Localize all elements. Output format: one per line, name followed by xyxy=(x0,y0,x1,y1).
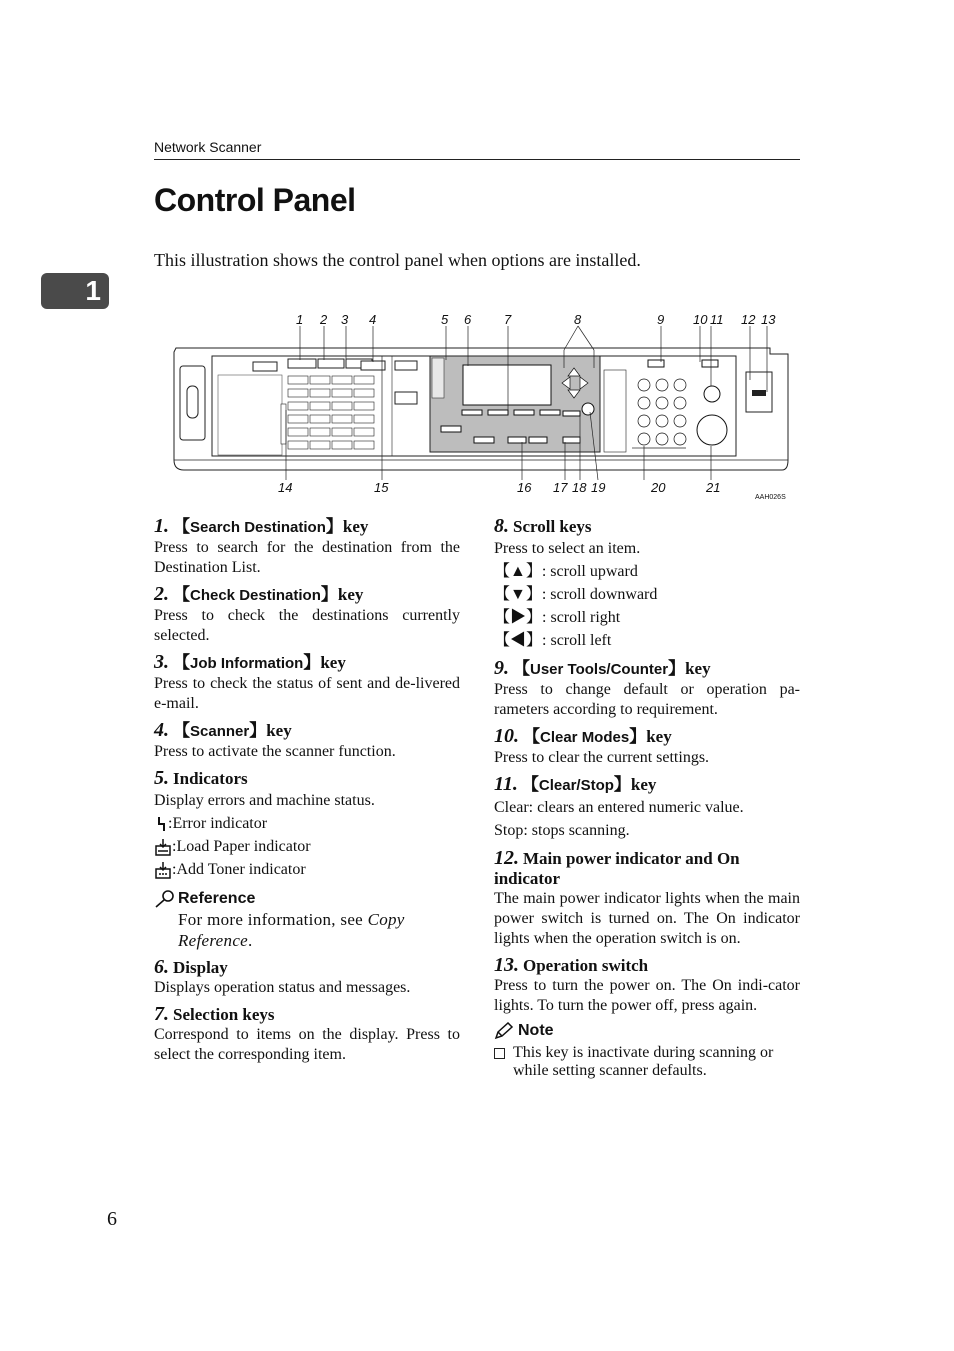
stop-description: Stop: stops scanning. xyxy=(494,822,630,839)
note-label: Note xyxy=(518,1022,554,1039)
item-number: 12. xyxy=(494,847,519,869)
figure-label-7: 7 xyxy=(504,312,512,327)
key-suffix: key xyxy=(320,653,346,672)
key-name: Clear Modes xyxy=(540,729,630,746)
load-paper-icon xyxy=(154,838,172,856)
bracket-open: 【 xyxy=(513,659,530,678)
figure-label-13: 13 xyxy=(761,312,776,327)
item-2 xyxy=(154,584,460,646)
item-number: 2. xyxy=(154,583,169,605)
figure-label-18: 18 xyxy=(572,480,587,495)
reference-prefix: For more information, see xyxy=(178,910,368,929)
bracket-close: 】 xyxy=(613,775,631,794)
note-item xyxy=(494,1044,800,1080)
item-number: 5. xyxy=(154,767,169,789)
key-suffix: key xyxy=(342,517,369,536)
key-name: Clear/Stop xyxy=(538,777,614,794)
item-10 xyxy=(494,726,800,768)
figure-label-3: 3 xyxy=(341,312,349,327)
bracket-open: 【 xyxy=(173,721,190,740)
reference-title xyxy=(154,889,460,909)
bracket-close: 】 xyxy=(668,659,686,678)
item-5 xyxy=(154,768,460,881)
up-arrow-key-icon: 【▲】 xyxy=(494,563,542,580)
item-title: Operation switch xyxy=(523,956,649,975)
scroll-text: : scroll upward xyxy=(541,563,638,580)
key-suffix: key xyxy=(685,659,711,678)
item-description: The main power indicator lights when the main power switch is turned on. The On indicator lights when the operation switch is on. xyxy=(494,890,800,947)
item-description: Display errors and machine status. xyxy=(154,792,375,809)
left-arrow-key-icon: 【◀】 xyxy=(494,632,543,649)
indicator-line-error xyxy=(154,812,460,835)
item-number: 8. xyxy=(494,515,509,537)
scroll-text: : scroll right xyxy=(542,609,621,626)
indicator-line-add-toner xyxy=(154,858,460,881)
reference-book-title: Copy Reference xyxy=(178,910,405,950)
item-title: Scroll keys xyxy=(513,517,592,536)
scroll-right-line xyxy=(494,606,800,629)
note-box xyxy=(494,1022,800,1080)
right-column xyxy=(494,516,800,1080)
item-number: 13. xyxy=(494,954,519,976)
figure-label-8: 8 xyxy=(574,312,582,327)
figure-label-9: 9 xyxy=(657,312,665,327)
down-arrow-key-icon: 【▼】 xyxy=(494,586,542,603)
scroll-text: : scroll left xyxy=(542,632,612,649)
scroll-text: : scroll downward xyxy=(541,586,658,603)
key-suffix: key xyxy=(337,585,364,604)
item-number: 11. xyxy=(494,773,518,795)
figure-label-16: 16 xyxy=(517,480,532,495)
error-indicator-icon xyxy=(154,816,168,832)
figure-label-11: 11 xyxy=(710,312,724,327)
reference-box xyxy=(154,889,460,951)
item-number: 3. xyxy=(154,651,169,673)
figure-label-10: 10 xyxy=(693,312,708,327)
bracket-open: 【 xyxy=(173,585,190,604)
item-8 xyxy=(494,516,800,652)
item-title: Display xyxy=(173,958,228,977)
figure-label-4: 4 xyxy=(369,312,377,327)
item-description: Press to check the status of sent and de-livered e-mail. xyxy=(154,675,460,712)
key-suffix: key xyxy=(646,727,672,746)
indicator-line-load-paper xyxy=(154,835,460,858)
chapter-tab: 1 xyxy=(41,273,109,309)
scroll-up-line xyxy=(494,560,800,583)
magnifier-icon xyxy=(154,889,176,909)
item-1 xyxy=(154,516,460,578)
reference-suffix: . xyxy=(248,931,253,950)
page-number: 6 xyxy=(107,1208,117,1230)
figure-label-5: 5 xyxy=(441,312,449,327)
item-number: 1. xyxy=(154,515,169,537)
figure-label-14: 14 xyxy=(278,480,293,495)
note-title xyxy=(494,1022,800,1040)
item-description: Press to activate the scanner function. xyxy=(154,743,396,760)
item-description: Press to clear the current settings. xyxy=(494,749,710,766)
intro-text: This illustration shows the control panel when options are installed. xyxy=(154,250,641,270)
key-suffix: key xyxy=(630,775,657,794)
bracket-close: 】 xyxy=(629,727,647,746)
item-7 xyxy=(154,1004,460,1065)
header-rule xyxy=(154,159,800,160)
page-title: Control Panel xyxy=(154,182,356,218)
item-description: Correspond to items on the display. Press to select the corresponding item. xyxy=(154,1026,460,1063)
figure-label-6: 6 xyxy=(464,312,472,327)
control-panel-drawing xyxy=(170,310,790,505)
figure-label-19: 19 xyxy=(591,480,606,495)
figure-label-12: 12 xyxy=(741,312,756,327)
item-title: Indicators xyxy=(173,769,248,788)
left-column xyxy=(154,516,460,1071)
figure-label-20: 20 xyxy=(651,480,666,495)
indicator-text: :Load Paper indicator xyxy=(172,838,311,855)
key-suffix: key xyxy=(266,721,292,740)
item-6 xyxy=(154,957,460,998)
item-description: Press to select an item. xyxy=(494,540,641,557)
add-toner-icon xyxy=(154,861,172,879)
item-13 xyxy=(494,955,800,1016)
scroll-down-line xyxy=(494,583,800,606)
figure-code: AAH026S xyxy=(755,494,786,501)
item-number: 6. xyxy=(154,956,169,978)
item-title: Main power indicator and On indicator xyxy=(494,849,740,888)
bracket-close: 】 xyxy=(320,585,338,604)
item-12 xyxy=(494,848,800,949)
indicator-text: :Error indicator xyxy=(168,815,268,832)
reference-text xyxy=(178,909,460,951)
key-name: Search Destination xyxy=(190,519,326,536)
item-description: Displays operation status and messages. xyxy=(154,979,411,996)
figure-label-15: 15 xyxy=(374,480,389,495)
item-description: Press to turn the power on. The On indi-cator lights. To turn the power off, press again. xyxy=(494,977,800,1014)
indicator-text: :Add Toner indicator xyxy=(172,861,306,878)
key-name: Job Information xyxy=(190,655,304,672)
pencil-icon xyxy=(494,1022,514,1040)
item-9 xyxy=(494,658,800,720)
bracket-open: 【 xyxy=(521,775,539,794)
control-panel-illustration xyxy=(170,310,790,505)
item-number: 4. xyxy=(154,719,169,741)
bracket-open: 【 xyxy=(523,727,540,746)
bracket-close: 】 xyxy=(303,653,321,672)
bracket-close: 】 xyxy=(249,721,267,740)
right-arrow-key-icon: 【▶】 xyxy=(494,609,543,626)
item-4 xyxy=(154,720,460,762)
figure-label-2: 2 xyxy=(320,312,328,327)
bracket-close: 】 xyxy=(325,517,343,536)
item-number: 9. xyxy=(494,657,509,679)
key-name: Scanner xyxy=(190,723,250,740)
item-description: Press to search for the destination from the Destination List. xyxy=(154,539,460,576)
item-description: Press to change default or operation pa-rameters according to requirement. xyxy=(494,681,800,718)
bracket-open: 【 xyxy=(173,517,190,536)
checkbox-icon xyxy=(494,1048,505,1059)
item-3 xyxy=(154,652,460,714)
clear-description: Clear: clears an entered numeric value. xyxy=(494,799,744,816)
figure-label-17: 17 xyxy=(553,480,568,495)
key-name: Check Destination xyxy=(190,587,321,604)
reference-label: Reference xyxy=(178,890,256,907)
item-title: Selection keys xyxy=(173,1005,275,1024)
figure-label-1: 1 xyxy=(296,312,304,327)
item-number: 7. xyxy=(154,1003,169,1025)
item-number: 10. xyxy=(494,725,519,747)
running-head: Network Scanner xyxy=(154,139,262,155)
item-description: Press to check the destinations currently selected. xyxy=(154,607,460,644)
item-11 xyxy=(494,774,800,842)
figure-label-21: 21 xyxy=(706,480,721,495)
key-name: User Tools/Counter xyxy=(530,661,669,678)
bracket-open: 【 xyxy=(173,653,190,672)
scroll-left-line xyxy=(494,629,800,652)
note-text: This key is inactivate during scanning or while setting scanner defaults. xyxy=(513,1044,774,1079)
